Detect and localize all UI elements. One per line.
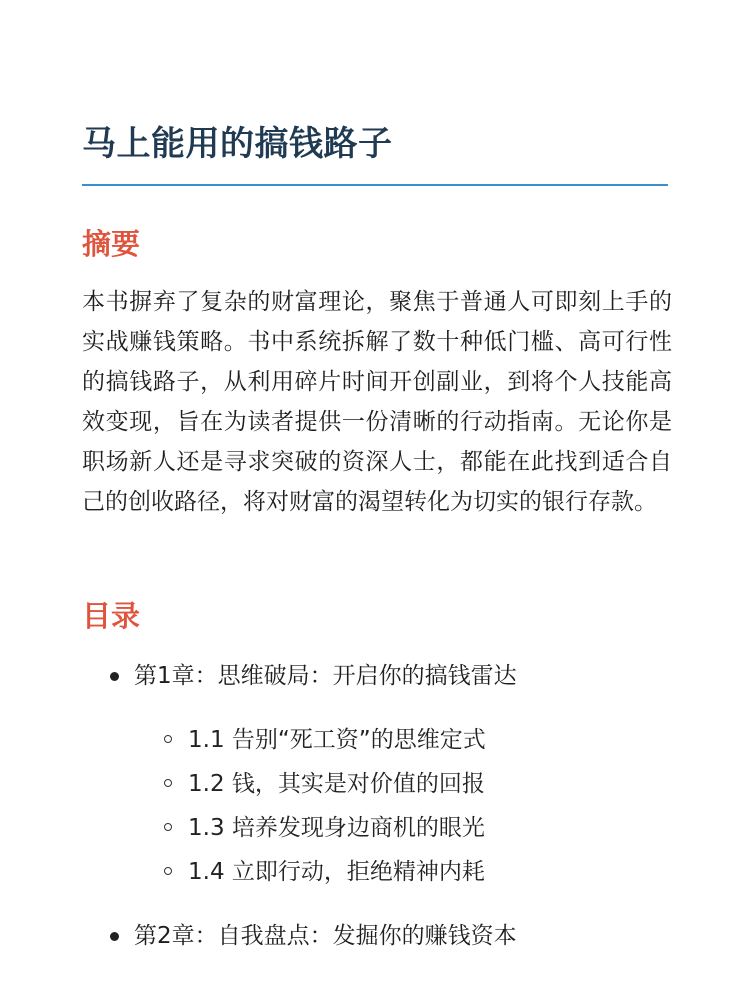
section-label: 1.1 告别“死工资”的思维定式 [188,727,486,753]
summary-paragraph: 本书摒弃了复杂的财富理论，聚焦于普通人可即刻上手的实战赚钱策略。书中系统拆解了数十种低门槛、高可行性的搞钱路子，从利用碎片时间开创副业，到将个人技能高效变现，旨在为读者提供一份清晰的行动指南。无论你是职场新人还是寻求突破的资深人士，都能在此找到适合自己的创收路径，将对财富的渴望转化为切实的银行存款。 [82,289,672,515]
toc-heading: 目录 [82,599,141,633]
toc-section-1-4 [134,850,672,894]
chapter-label: 第1章：思维破局：开启你的搞钱雷达 [134,663,517,689]
table-of-contents [82,656,672,956]
bullet-circle-icon [164,867,172,875]
toc-section-1-2 [134,762,672,806]
toc-chapter-2 [82,916,672,956]
toc-chapter-1 [82,656,672,894]
chapter-1-sections [134,718,672,894]
section-label: 1.4 立即行动，拒绝精神内耗 [188,859,485,885]
summary-heading: 摘要 [82,227,141,261]
section-label: 1.2 钱，其实是对价值的回报 [188,771,485,797]
toc-section-1-1 [134,718,672,762]
section-label: 1.3 培养发现身边商机的眼光 [188,815,485,841]
title-divider [82,184,668,186]
page-title: 马上能用的搞钱路子 [82,124,393,164]
bullet-disc-icon [110,932,119,941]
bullet-disc-icon [110,672,119,681]
chapter-label: 第2章：自我盘点：发掘你的赚钱资本 [134,923,517,949]
bullet-circle-icon [164,779,172,787]
bullet-circle-icon [164,735,172,743]
toc-section-1-3 [134,806,672,850]
bullet-circle-icon [164,823,172,831]
